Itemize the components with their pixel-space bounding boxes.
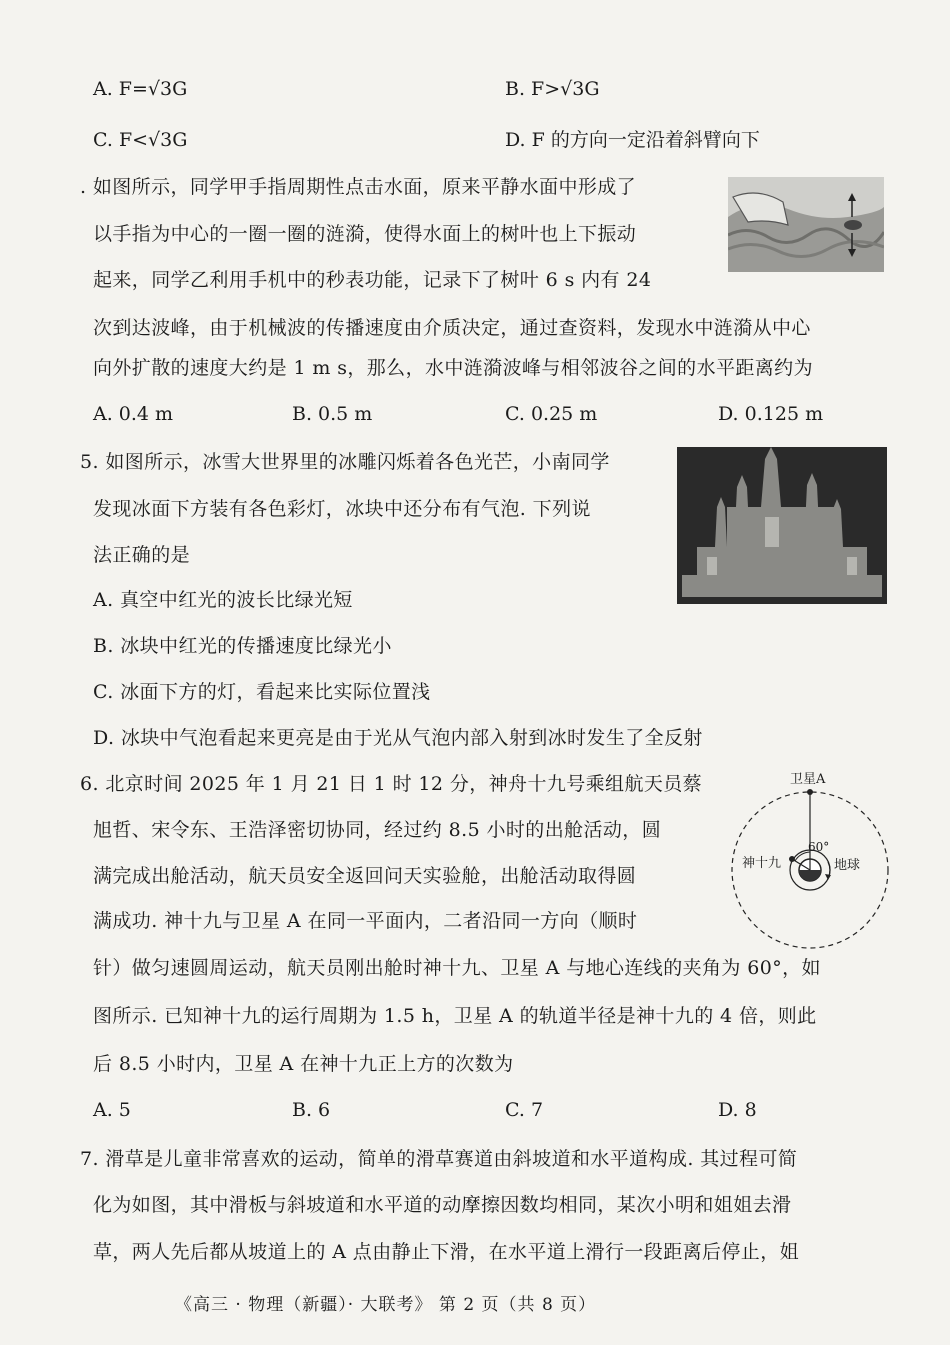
q6-line-1: 6. 北京时间 2025 年 1 月 21 日 1 时 12 分，神舟十九号乘组航天员蔡 [80, 773, 703, 795]
water-ripple-figure [728, 177, 884, 272]
satellite-a-label: 卫星A [790, 772, 826, 787]
q4-line-4: 次到达波峰，由于机械波的传播速度由介质决定，通过查资料，发现水中涟漪从中心 [93, 317, 811, 339]
q3-option-a: A. F=√3G [93, 78, 188, 100]
q5-option-b: B. 冰块中红光的传播速度比绿光小 [93, 635, 392, 657]
q6-line-6: 图所示. 已知神十九的运行周期为 1.5 h，卫星 A 的轨道半径是神十九的 4 倍，则此 [93, 1005, 817, 1027]
q6-option-d: D. 8 [718, 1099, 757, 1121]
q6-option-a: A. 5 [93, 1099, 131, 1121]
q4-line-5: 向外扩散的速度大约是 1 m s，那么，水中涟漪波峰与相邻波谷之间的水平距离约为 [93, 357, 813, 379]
ship-label: 神十九 [742, 856, 782, 871]
q6-option-c: C. 7 [505, 1099, 544, 1121]
page-footer: 《高三 · 物理（新疆）· 大联考》 第 2 页（共 8 页） [175, 1295, 597, 1315]
q5-line-1: 5. 如图所示，冰雪大世界里的冰雕闪烁着各色光芒，小南同学 [80, 451, 610, 473]
ship-icon [789, 856, 795, 862]
orbit-diagram [728, 768, 893, 953]
q4-option-d: D. 0.125 m [718, 403, 824, 425]
angle-label: 60° [808, 840, 830, 854]
q4-option-a: A. 0.4 m [93, 403, 174, 425]
q3-option-d: D. F 的方向一定沿着斜臂向下 [505, 129, 760, 151]
q5-line-2: 发现冰面下方装有各色彩灯，冰块中还分布有气泡. 下列说 [93, 498, 591, 520]
q4-line-3: 起来，同学乙利用手机中的秒表功能，记录下了树叶 6 s 内有 24 [93, 269, 652, 291]
q6-line-7: 后 8.5 小时内，卫星 A 在神十九正上方的次数为 [93, 1053, 514, 1075]
earth-label: 地球 [834, 858, 861, 873]
q4-line-2: 以手指为中心的一圈一圈的涟漪，使得水面上的树叶也上下振动 [93, 223, 637, 245]
ice-castle-photo [677, 447, 887, 604]
q4-option-b: B. 0.5 m [292, 403, 373, 425]
q3-option-c: C. F<√3G [93, 129, 188, 151]
q6-line-2: 旭哲、宋令东、王浩泽密切协同，经过约 8.5 小时的出舱活动，圆 [93, 819, 662, 841]
q5-option-c: C. 冰面下方的灯，看起来比实际位置浅 [93, 681, 431, 703]
q7-line-2: 化为如图，其中滑板与斜坡道和水平道的动摩擦因数均相同，某次小明和姐姐去滑 [93, 1194, 792, 1216]
q4-line-1: . 如图所示，同学甲手指周期性点击水面，原来平静水面中形成了 [80, 176, 637, 198]
satellite-a-icon [807, 789, 813, 795]
q6-line-4: 满成功. 神十九与卫星 A 在同一平面内，二者沿同一方向（顺时 [93, 910, 638, 932]
q5-line-3: 法正确的是 [93, 544, 191, 566]
q4-option-c: C. 0.25 m [505, 403, 598, 425]
q5-option-d: D. 冰块中气泡看起来更亮是由于光从气泡内部入射到冰时发生了全反射 [93, 727, 703, 749]
q6-option-b: B. 6 [292, 1099, 331, 1121]
q7-line-1: 7. 滑草是儿童非常喜欢的运动，简单的滑草赛道由斜坡道和水平道构成. 其过程可简 [80, 1148, 798, 1170]
q7-line-3: 草，两人先后都从坡道上的 A 点由静止下滑，在水平道上滑行一段距离后停止，姐 [93, 1241, 800, 1263]
q6-line-5: 针）做匀速圆周运动，航天员刚出舱时神十九、卫星 A 与地心连线的夹角为 60°，如 [93, 957, 821, 979]
q3-option-b: B. F>√3G [505, 78, 600, 100]
q5-option-a: A. 真空中红光的波长比绿光短 [93, 589, 353, 611]
q6-line-3: 满完成出舱活动，航天员安全返回问天实验舱，出舱活动取得圆 [93, 865, 637, 887]
